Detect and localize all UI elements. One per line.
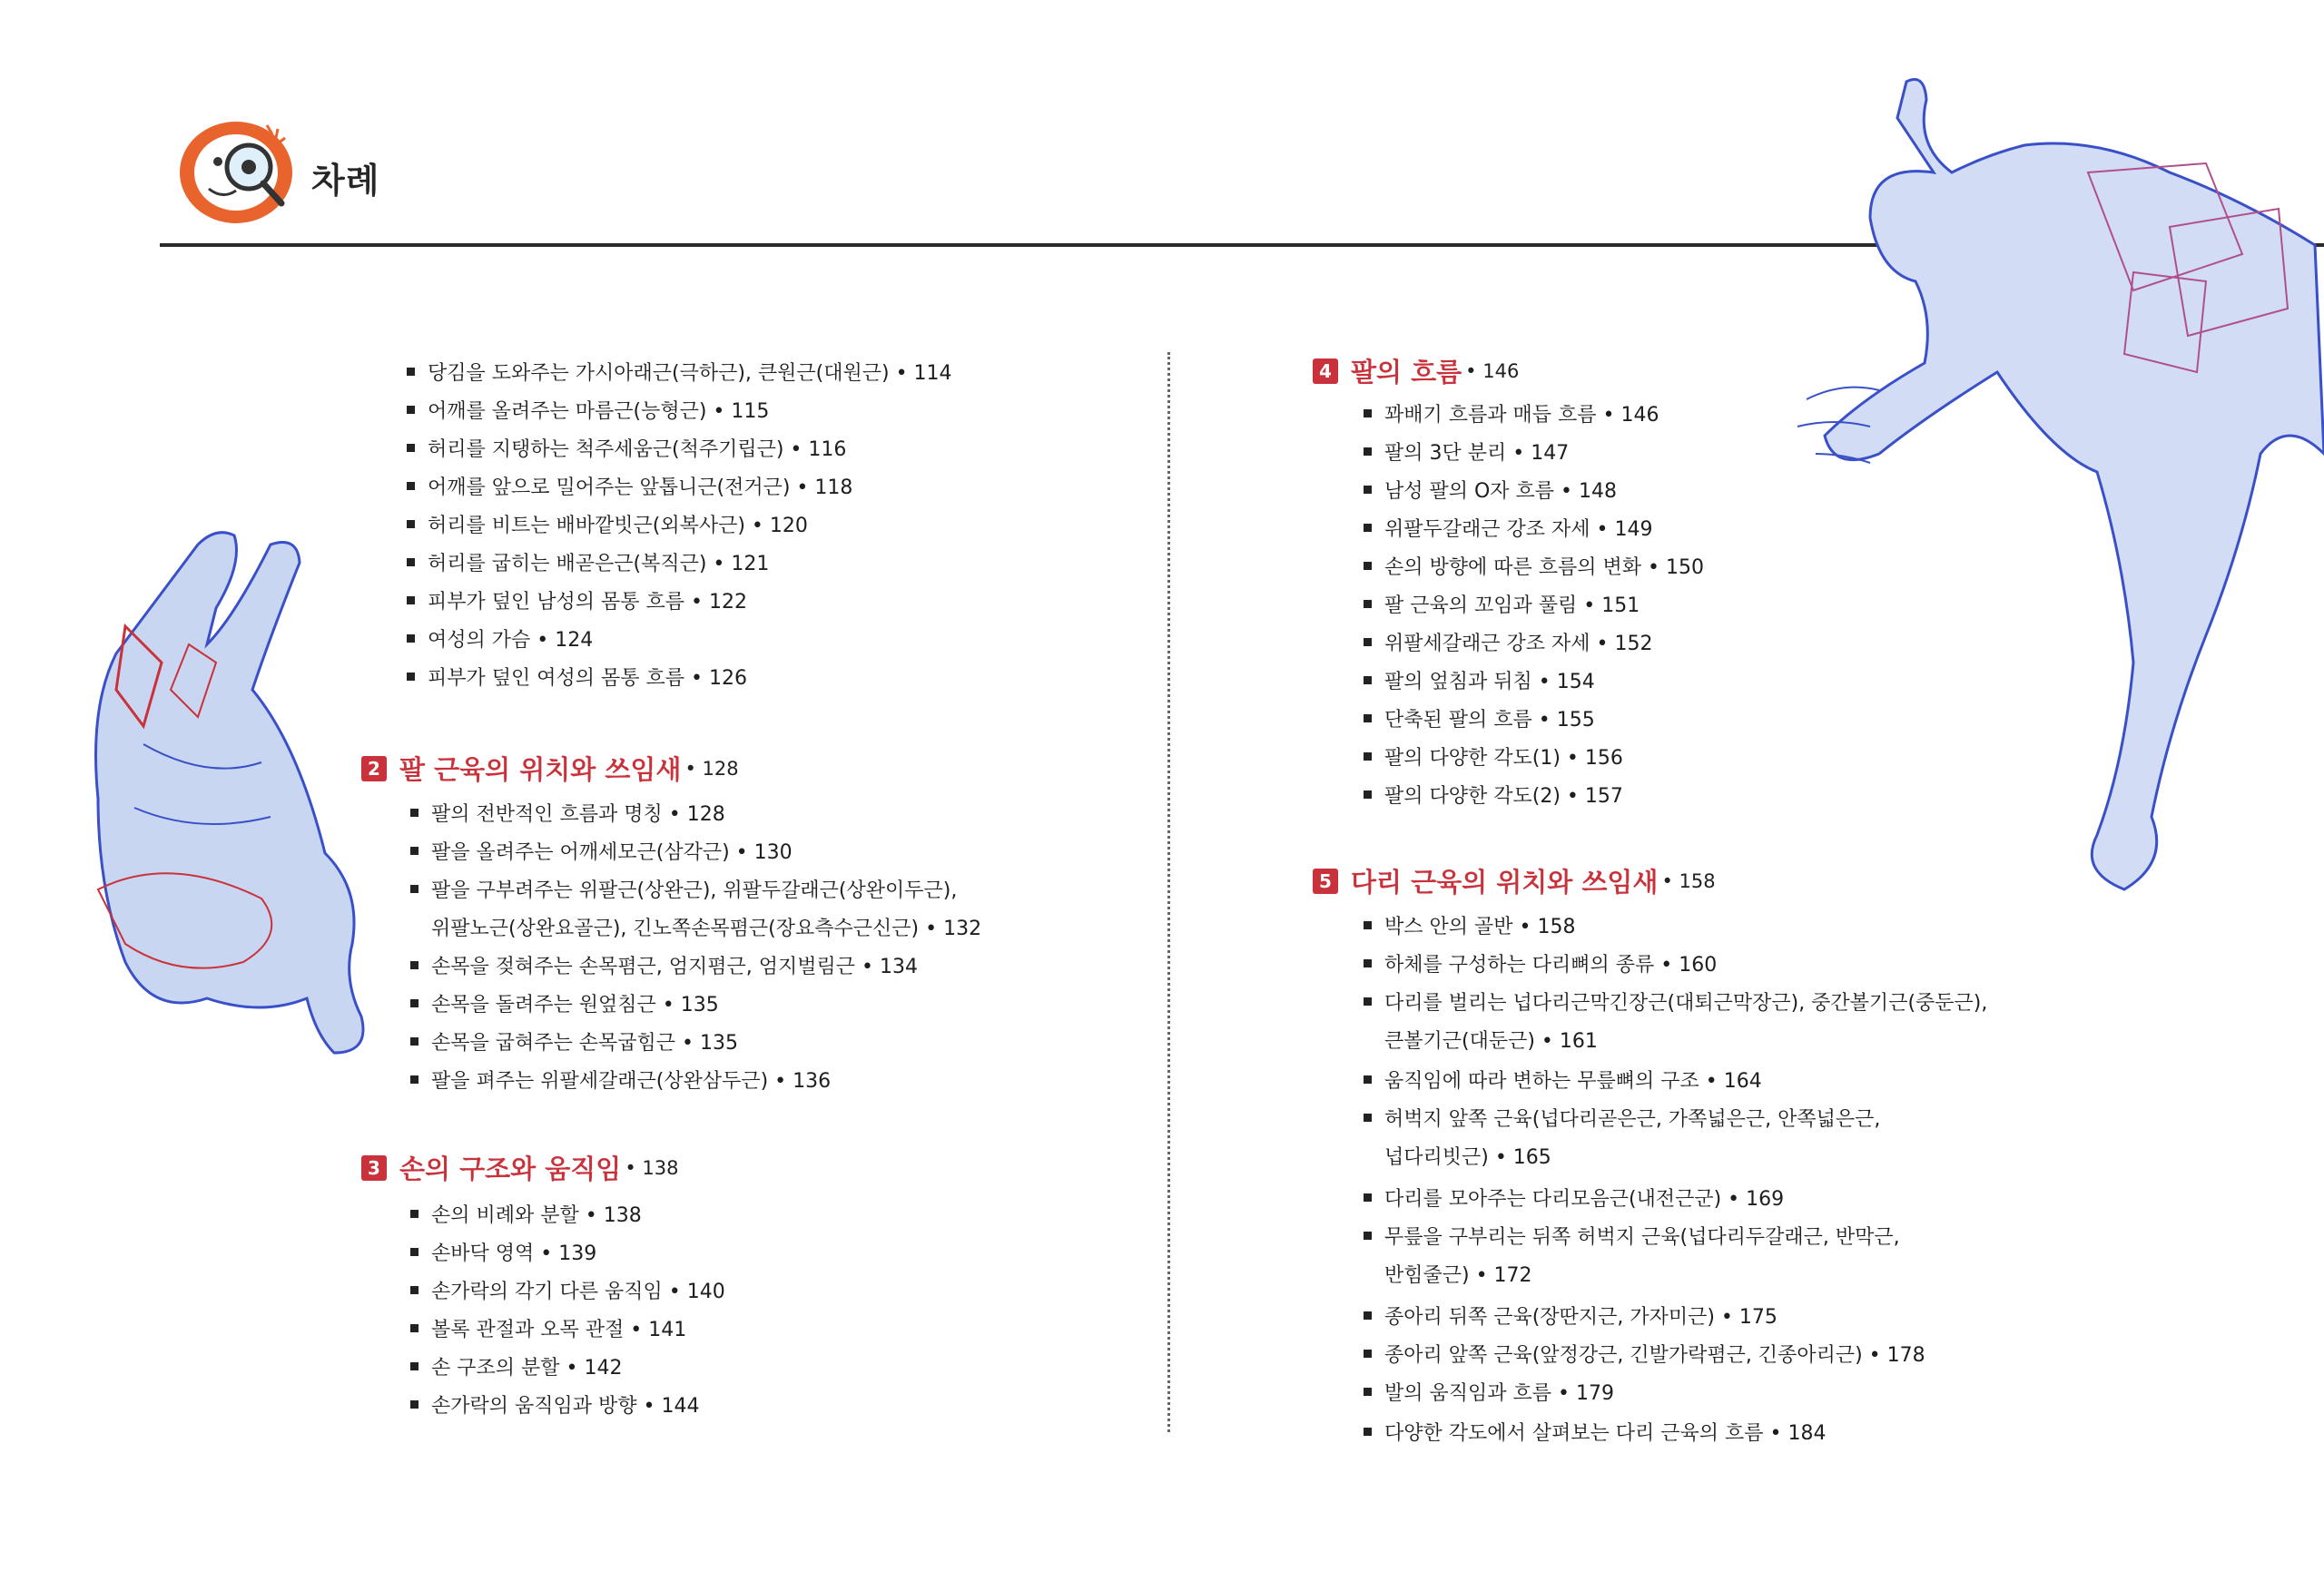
- bullet-icon: [410, 1248, 419, 1256]
- toc-item[interactable]: 종아리 앞쪽 근육(앞정강근, 긴발가락폄근, 긴종아리근) • 178: [1364, 1340, 1925, 1368]
- section-title: 다리 근육의 위치와 쓰임새: [1351, 867, 1659, 898]
- section-page: • 146: [1465, 359, 1520, 382]
- section-page: • 128: [684, 757, 739, 780]
- toc-item[interactable]: 어깨를 앞으로 밀어주는 앞톱니근(전거근) • 118: [407, 472, 852, 500]
- bullet-icon: [1364, 447, 1372, 456]
- toc-item[interactable]: 피부가 덮인 여성의 몸통 흐름 • 126: [407, 663, 747, 691]
- toc-item-continuation[interactable]: 반힘줄근) • 172: [1384, 1264, 1532, 1287]
- bullet-icon: [410, 809, 419, 817]
- bullet-icon: [407, 406, 415, 414]
- section-number: 3: [361, 1155, 387, 1181]
- bullet-icon: [410, 1210, 419, 1218]
- bullet-icon: [1364, 1388, 1372, 1396]
- bullet-icon: [407, 368, 415, 376]
- bullet-icon: [410, 999, 419, 1007]
- bullet-icon: [1364, 562, 1372, 570]
- toc-item[interactable]: 무릎을 구부리는 뒤쪽 허벅지 근육(넙다리두갈래근, 반막근,: [1364, 1222, 1900, 1250]
- bullet-icon: [1364, 486, 1372, 494]
- toc-item[interactable]: 팔의 다양한 각도(1) • 156: [1364, 742, 1623, 771]
- bullet-icon: [1364, 959, 1372, 967]
- toc-item[interactable]: 팔의 엎침과 뒤침 • 154: [1364, 666, 1595, 694]
- toc-item[interactable]: 피부가 덮인 남성의 몸통 흐름 • 122: [407, 586, 747, 614]
- toc-item[interactable]: 손가락의 움직임과 방향 • 144: [410, 1390, 699, 1419]
- section-page: • 158: [1661, 869, 1716, 892]
- toc-item[interactable]: 다리를 벌리는 넙다리근막긴장근(대퇴근막장근), 중간볼기근(중둔근),: [1364, 987, 1987, 1016]
- bullet-icon: [1364, 1114, 1372, 1122]
- toc-item[interactable]: 손목을 굽혀주는 손목굽힘근 • 135: [410, 1027, 738, 1056]
- toc-item[interactable]: 다리를 모아주는 다리모음근(내전근군) • 169: [1364, 1183, 1784, 1212]
- toc-item[interactable]: 손 구조의 분할 • 142: [410, 1352, 622, 1380]
- bullet-icon: [410, 885, 419, 893]
- toc-item[interactable]: 발의 움직임과 흐름 • 179: [1364, 1378, 1614, 1406]
- toc-item[interactable]: 팔을 구부려주는 위팔근(상완근), 위팔두갈래근(상완이두근),: [410, 875, 957, 903]
- page-title: 차례: [311, 161, 380, 201]
- column-divider: [1167, 352, 1170, 1432]
- bullet-icon: [1364, 921, 1372, 929]
- toc-item-continuation[interactable]: 넙다리빗근) • 165: [1384, 1146, 1551, 1169]
- toc-item[interactable]: 하체를 구성하는 다리뼈의 종류 • 160: [1364, 949, 1717, 977]
- toc-item[interactable]: 당김을 도와주는 가시아래근(극하근), 큰원근(대원근) • 114: [407, 358, 952, 386]
- bullet-icon: [1364, 1193, 1372, 1202]
- bullet-icon: [1364, 997, 1372, 1006]
- toc-item[interactable]: 움직임에 따라 변하는 무릎뼈의 구조 • 164: [1364, 1065, 1762, 1094]
- bullet-icon: [1364, 790, 1372, 799]
- bullet-icon: [410, 1075, 419, 1084]
- toc-item[interactable]: 단축된 팔의 흐름 • 155: [1364, 704, 1595, 732]
- toc-item[interactable]: 팔의 3단 분리 • 147: [1364, 437, 1569, 466]
- toc-item-continuation[interactable]: 큰볼기근(대둔근) • 161: [1384, 1030, 1598, 1053]
- toc-item[interactable]: 허리를 비트는 배바깥빗근(외복사근) • 120: [407, 510, 808, 538]
- toc-item[interactable]: 꽈배기 흐름과 매듭 흐름 • 146: [1364, 399, 1659, 427]
- bullet-icon: [1364, 638, 1372, 646]
- bullet-icon: [407, 634, 415, 643]
- bullet-icon: [1364, 1232, 1372, 1240]
- section-heading-5[interactable]: [1313, 862, 1716, 899]
- toc-item[interactable]: 손의 방향에 따른 흐름의 변화 • 150: [1364, 552, 1704, 580]
- bullet-icon: [407, 558, 415, 566]
- toc-item[interactable]: 여성의 가슴 • 124: [407, 624, 593, 653]
- bullet-icon: [407, 482, 415, 490]
- bullet-icon: [407, 520, 415, 528]
- bullet-icon: [410, 1324, 419, 1332]
- section-title: 팔 근육의 위치와 쓰임새: [399, 754, 682, 785]
- bullet-icon: [1364, 676, 1372, 684]
- toc-item[interactable]: 허리를 굽히는 배곧은근(복직근) • 121: [407, 548, 769, 576]
- toc-item[interactable]: 위팔두갈래근 강조 자세 • 149: [1364, 514, 1652, 542]
- figure-sketch-torso: [62, 508, 389, 1071]
- toc-item[interactable]: 손가락의 각기 다른 움직임 • 140: [410, 1276, 725, 1304]
- toc-item[interactable]: 다양한 각도에서 살펴보는 다리 근육의 흐름 • 184: [1364, 1418, 1826, 1446]
- section-heading-3[interactable]: [361, 1149, 678, 1186]
- toc-item[interactable]: 박스 안의 골반 • 158: [1364, 911, 1575, 939]
- magnifier-logo-icon: [172, 116, 300, 234]
- toc-item[interactable]: 손목을 젖혀주는 손목폄근, 엄지폄근, 엄지벌림근 • 134: [410, 951, 918, 979]
- toc-item[interactable]: 팔을 펴주는 위팔세갈래근(상완삼두근) • 136: [410, 1065, 831, 1094]
- toc-item[interactable]: 손의 비례와 분할 • 138: [410, 1200, 642, 1228]
- bullet-icon: [410, 1400, 419, 1409]
- bullet-icon: [1364, 409, 1372, 417]
- section-page: • 138: [625, 1156, 679, 1179]
- toc-item-continuation[interactable]: 위팔노근(상완요골근), 긴노쪽손목폄근(장요측수근신근) • 132: [431, 918, 982, 940]
- toc-item[interactable]: 남성 팔의 O자 흐름 • 148: [1364, 476, 1617, 504]
- bullet-icon: [1364, 752, 1372, 761]
- bullet-icon: [410, 961, 419, 969]
- bullet-icon: [410, 847, 419, 855]
- section-number: 2: [361, 756, 387, 781]
- section-heading-2[interactable]: [361, 750, 739, 787]
- section-heading-4[interactable]: [1313, 352, 1519, 389]
- toc-item[interactable]: 허벅지 앞쪽 근육(넙다리곧은근, 가쪽넓은근, 안쪽넓은근,: [1364, 1104, 1880, 1132]
- bullet-icon: [407, 596, 415, 604]
- bullet-icon: [1364, 1428, 1372, 1436]
- bullet-icon: [407, 673, 415, 681]
- toc-item[interactable]: 위팔세갈래근 강조 자세 • 152: [1364, 628, 1652, 656]
- toc-item[interactable]: 손목을 돌려주는 원엎침근 • 135: [410, 989, 719, 1017]
- bullet-icon: [1364, 1075, 1372, 1084]
- bullet-icon: [407, 444, 415, 452]
- section-number: 5: [1313, 869, 1338, 894]
- section-title: 팔의 흐름: [1351, 357, 1462, 388]
- section-title: 손의 구조와 움직임: [399, 1154, 622, 1184]
- toc-item[interactable]: 팔의 전반적인 흐름과 명칭 • 128: [410, 799, 725, 827]
- toc-item[interactable]: 종아리 뒤쪽 근육(장딴지근, 가자미근) • 175: [1364, 1301, 1777, 1330]
- toc-item[interactable]: 볼록 관절과 오목 관절 • 141: [410, 1314, 686, 1342]
- bullet-icon: [1364, 600, 1372, 608]
- bullet-icon: [410, 1362, 419, 1370]
- toc-item[interactable]: 손바닥 영역 • 139: [410, 1238, 596, 1266]
- section-number: 4: [1313, 358, 1338, 384]
- toc-item[interactable]: 허리를 지탱하는 척주세움근(척주기립근) • 116: [407, 434, 846, 462]
- bullet-icon: [1364, 1350, 1372, 1358]
- bullet-icon: [1364, 1311, 1372, 1320]
- bullet-icon: [1364, 714, 1372, 722]
- toc-item[interactable]: 팔을 올려주는 어깨세모근(삼각근) • 130: [410, 837, 793, 865]
- toc-item[interactable]: 팔의 다양한 각도(2) • 157: [1364, 781, 1623, 809]
- bullet-icon: [1364, 524, 1372, 532]
- bullet-icon: [410, 1286, 419, 1294]
- toc-item[interactable]: 팔 근육의 꼬임과 풀림 • 151: [1364, 590, 1640, 618]
- figure-sketch-stretch: [1698, 73, 2324, 908]
- bullet-icon: [410, 1037, 419, 1046]
- toc-item[interactable]: 어깨를 올려주는 마름근(능형근) • 115: [407, 396, 769, 424]
